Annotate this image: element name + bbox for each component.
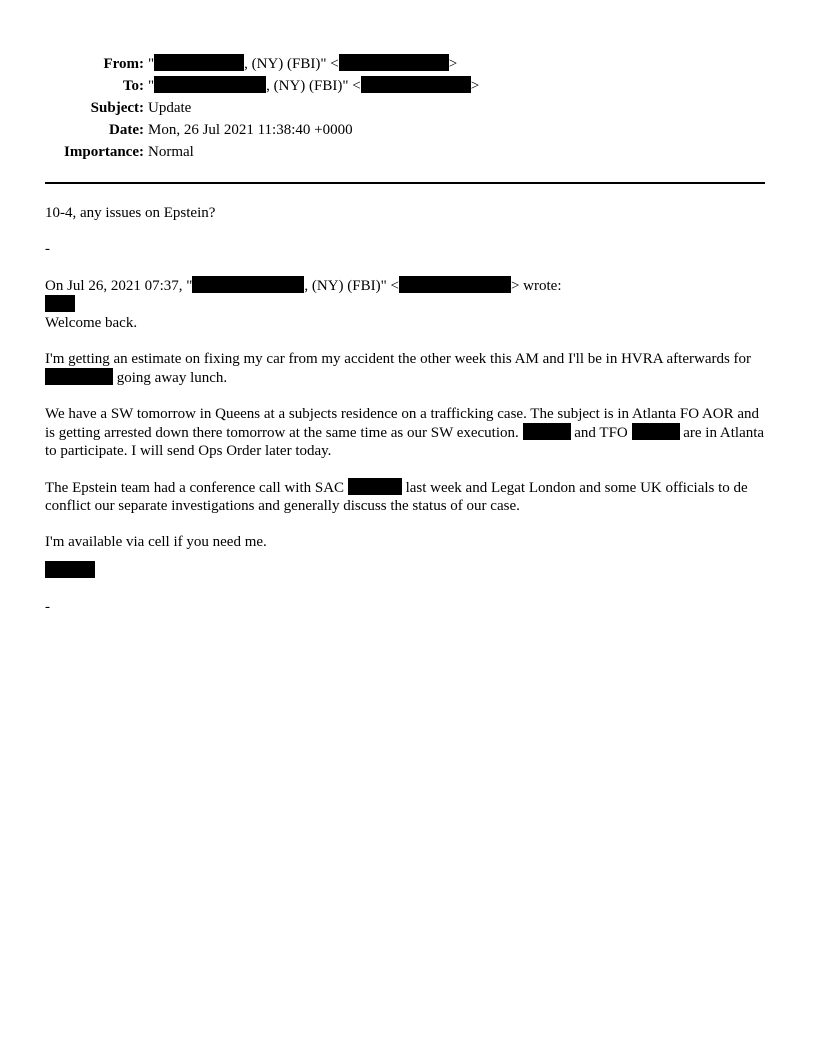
paragraph-search-warrant: We have a SW tomorrow in Queens at a subjects residence on a trafficking case. The subject is in Atlanta FO AOR and is getting arrested down there tomorrow at the same time as our SW execution. and TFO are in Atlanta to participate. I will send Ops Order later today. (45, 406, 765, 459)
from-quote: " (148, 56, 155, 72)
paragraph-conference-call: The Epstein team had a conference call with SAC last week and Legat London and some UK officials to de conflict our separate investigations and generally discuss the status of our case. (45, 480, 748, 514)
quote-attribution: On Jul 26, 2021 07:37, " , (NY) (FBI)" < > wrote: (45, 278, 562, 294)
from-org: , (NY) (FBI)" < (244, 56, 339, 72)
paragraph-availability: I'm available via cell if you need me. (45, 534, 267, 550)
from-row (0, 53, 816, 75)
from-label: From: (103, 56, 144, 72)
email-header (0, 53, 816, 163)
importance-value: Normal (148, 144, 194, 160)
importance-label: Importance: (64, 144, 144, 160)
redacted-salutation-line (45, 295, 765, 314)
subject-value: Update (148, 100, 192, 116)
reply-line: 10-4, any issues on Epstein? (45, 205, 216, 221)
to-close: > (470, 78, 480, 94)
redacted-recipient-name (154, 76, 266, 93)
to-org: , (NY) (FBI)" < (266, 78, 361, 94)
date-label: Date: (109, 122, 144, 138)
separator-dash: - (45, 599, 50, 615)
date-row (0, 119, 816, 141)
header-divider (45, 182, 765, 184)
redacted-recipient-email (361, 76, 471, 93)
to-quote: " (148, 78, 155, 94)
to-label: To: (122, 78, 144, 94)
to-row (0, 75, 816, 97)
redacted-name (45, 368, 113, 385)
importance-row (0, 141, 816, 163)
welcome-line: Welcome back. (45, 315, 138, 331)
subject-label: Subject: (90, 100, 144, 116)
redacted-salutation (45, 295, 75, 312)
redacted-sender-name (154, 54, 244, 71)
redacted-signature-line (45, 561, 765, 580)
subject-row (0, 97, 816, 119)
redacted-name (348, 478, 402, 495)
redacted-signature (45, 561, 95, 578)
redacted-sender-email (339, 54, 449, 71)
from-close: > (448, 56, 458, 72)
redacted-name (523, 423, 571, 440)
to-value (148, 75, 479, 97)
date-value: Mon, 26 Jul 2021 11:38:40 +0000 (148, 122, 353, 138)
paragraph-car-estimate: I'm getting an estimate on fixing my car from my accident the other week this AM and I'll be in HVRA afterwards for going away lunch. (45, 351, 752, 386)
redacted-name (632, 423, 680, 440)
email-body (45, 204, 765, 616)
redacted-quoted-sender-name (192, 276, 304, 293)
redacted-quoted-sender-email (399, 276, 511, 293)
from-value (148, 53, 457, 75)
separator-dash: - (45, 241, 50, 257)
